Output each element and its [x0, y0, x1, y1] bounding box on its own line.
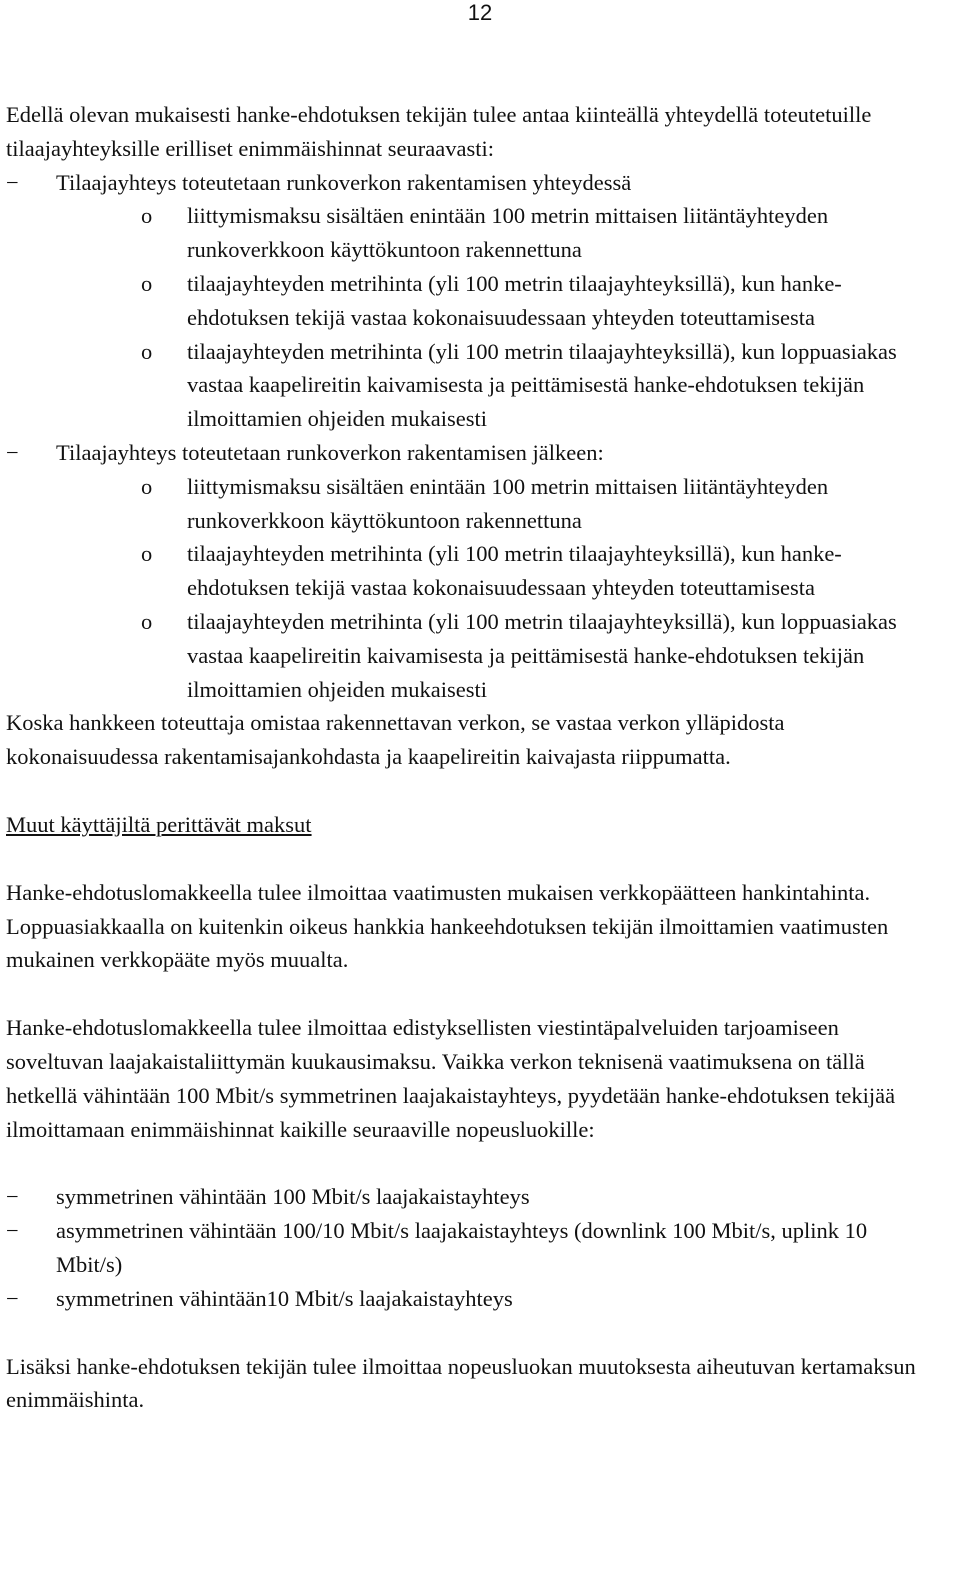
dash-bullet-icon: −	[6, 1184, 19, 1210]
speed-class-item	[6, 1214, 936, 1282]
section2-item	[6, 537, 936, 605]
section1-item	[6, 267, 936, 335]
section2-title	[6, 436, 936, 470]
section2-title-text: Tilaajayhteys toteutetaan runkoverkon rakentamisen jälkeen:	[56, 439, 604, 465]
final-paragraph: Lisäksi hanke-ehdotuksen tekijän tulee ilmoittaa nopeusluokan muutoksesta aiheutuvan kertamaksun enimmäishinta.	[6, 1353, 916, 1413]
section2-item-text: tilaajayhteyden metrihinta (yli 100 metrin tilaajayhteyksillä), kun loppuasiakas vastaa kaapelireitin kaivamisesta ja peittämisestä hanke-ehdotuksen tekijän ilmoittamien ohjeiden mukaisesti	[187, 608, 897, 702]
section1-item-text: liittymismaksu sisältäen enintään 100 metrin mittaisen liitäntäyhteyden runkoverkkoon käyttökuntoon rakennettuna	[187, 203, 829, 263]
speed-class-item	[6, 1282, 936, 1316]
intro-paragraph: Edellä olevan mukaisesti hanke-ehdotuksen tekijän tulee antaa kiinteällä yhteydellä toteutetuille tilaajayhteyksille erilliset enimmäishinnat seuraavasti:	[6, 102, 872, 161]
section1-item	[6, 335, 936, 436]
circle-bullet-icon: o	[141, 541, 153, 567]
section2-item	[6, 470, 936, 538]
page-number: 12	[467, 0, 493, 25]
dash-bullet-icon: −	[6, 169, 19, 195]
section2-item-text: tilaajayhteyden metrihinta (yli 100 metrin tilaajayhteyksillä), kun hanke-ehdotuksen tekijä vastaa kokonaisuudessaan yhteyden toteuttamisesta	[187, 541, 842, 601]
speed-class-text: symmetrinen vähintään 100 Mbit/s laajakaistayhteys	[56, 1184, 530, 1210]
dash-bullet-icon: −	[6, 1218, 19, 1244]
other-fees-heading: Muut käyttäjiltä perittävät maksut	[6, 811, 312, 837]
speed-class-item	[6, 1180, 936, 1214]
circle-bullet-icon: o	[141, 338, 153, 364]
spacer	[6, 842, 936, 876]
document-body	[6, 98, 936, 1417]
section1-title-text: Tilaajayhteys toteutetaan runkoverkon rakentamisen yhteydessä	[56, 169, 632, 195]
section1-item	[6, 199, 936, 267]
circle-bullet-icon: o	[141, 203, 153, 229]
dash-bullet-icon: −	[6, 1285, 19, 1311]
spacer	[6, 1146, 936, 1180]
section1-title	[6, 166, 936, 200]
spacer	[6, 977, 936, 1011]
ownership-paragraph: Koska hankkeen toteuttaja omistaa rakennettavan verkon, se vastaa verkon ylläpidosta kokonaisuudessa rakentamisajankohdasta ja kaapelireitin kaivajasta riippumatta.	[6, 710, 785, 770]
circle-bullet-icon: o	[141, 608, 153, 634]
spacer	[6, 774, 936, 808]
circle-bullet-icon: o	[141, 270, 153, 296]
circle-bullet-icon: o	[141, 473, 153, 499]
spacer	[6, 1316, 936, 1350]
speed-class-text: symmetrinen vähintään10 Mbit/s laajakaistayhteys	[56, 1285, 513, 1311]
section1-item-text: tilaajayhteyden metrihinta (yli 100 metrin tilaajayhteyksillä), kun loppuasiakas vastaa kaapelireitin kaivamisesta ja peittämisestä hanke-ehdotuksen tekijän ilmoittamien ohjeiden mukaisesti	[187, 338, 897, 432]
section2-item-text: liittymismaksu sisältäen enintään 100 metrin mittaisen liitäntäyhteyden runkoverkkoon käyttökuntoon rakennettuna	[187, 473, 829, 533]
speed-class-text: asymmetrinen vähintään 100/10 Mbit/s laajakaistayhteys (downlink 100 Mbit/s, uplink 10 Mbit/s)	[56, 1218, 868, 1277]
section1-item-text: tilaajayhteyden metrihinta (yli 100 metrin tilaajayhteyksillä), kun hanke-ehdotuksen tekijä vastaa kokonaisuudessaan yhteyden toteuttamisesta	[187, 270, 842, 330]
terminal-paragraph: Hanke-ehdotuslomakkeella tulee ilmoittaa vaatimusten mukaisen verkkopäätteen hankintahinta. Loppuasiakkaalla on kuitenkin oikeus hankkia hankeehdotuksen tekijän ilmoittamien vaatimusten mukainen verkkopääte myös muualta.	[6, 879, 889, 973]
monthly-fee-paragraph: Hanke-ehdotuslomakkeella tulee ilmoittaa edistyksellisten viestintäpalveluiden tarjoamiseen soveltuvan laajakaistaliittymän kuukausimaksu. Vaikka verkon teknisenä vaatimuksena on tällä hetkellä vähintään 100 Mbit/s symmetrinen laajakaistayhteys, pyydetään hanke-ehdotuksen tekijää ilmoittamaan enimmäishinnat kaikille seuraaville nopeusluokille:	[6, 1015, 896, 1142]
dash-bullet-icon: −	[6, 439, 19, 465]
section2-item	[6, 605, 936, 706]
